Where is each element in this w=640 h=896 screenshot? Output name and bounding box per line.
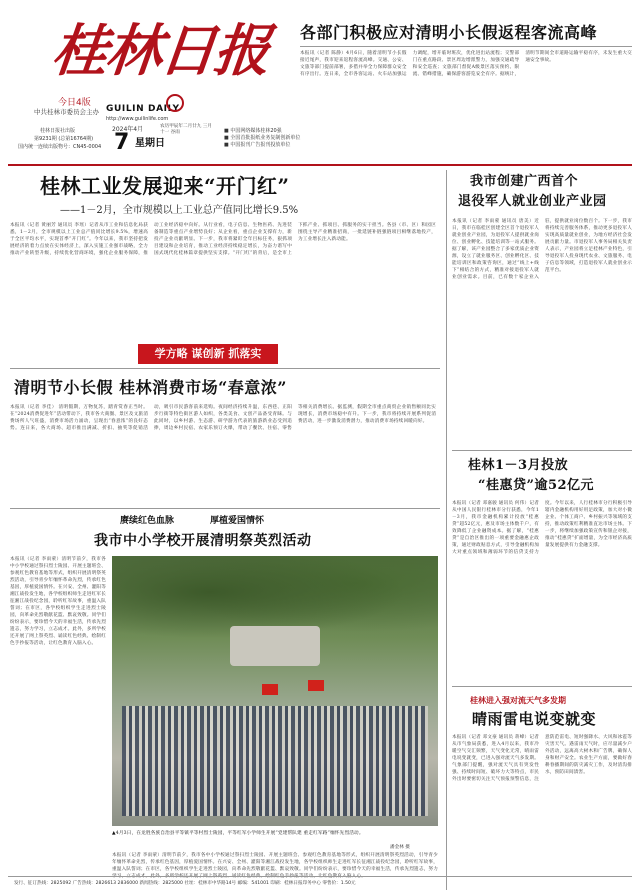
photo-memorial [230,626,320,666]
divider [10,368,440,369]
school-kicker-left: 赓续红色血脉 [120,516,175,526]
divider [446,170,447,890]
publisher-label: 中共桂林市委员会主办 [34,108,99,116]
industry-body: 本报讯（记者 黄丽芳 通讯员 李瑶）记者从市工业和信息化局获悉，1－2月，全市规模以上工业总产值同比增长9.5%，增速高于全区平均水平，实现首季“开门红”。今年以来，我市坚持把发展经济的着力点放在实体经济上，深入实施工业强市战略，全力推动产业转型升级，持续优化营商环境，强化企业服务保障，推动工业经济稳中向好。从行业看，电子信息、生物医药、先进装备制造等重点产业增势良好；从企业看，重点企业支撑有力，新投产企业贡献明显。下一步，我市将紧盯全年目标任务，狠抓项目建设和企业培育，推动工业经济持续稳定增长，为奋力谱写中国式现代化桂林篇章提供坚实支撑。“开门红”的背后，是全市上下抓产业、抓项目、抓服务的实干担当。各县（市、区）和园区围绕主导产业精准招商，一批延链补链强链项目相继落地投产，为工业增长注入新动能。 [10,223,436,256]
school-body-tail [112,852,438,872]
issue-number: 第9231期 (总第16764期) [34,136,94,142]
veterans-body: 本报讯（记者 李雨蒙 通讯员 唐美）近日，我市在临桂区创建全区首个退役军人就业创业产业园，为退役军人提供就业岗位、创业孵化、技能培训等一站式服务。据了解，该产业园整合了多家优质企业资源，设立了就业服务区、创业孵化区、技能培训区和政策咨询区，通过“线上+线下”相结合的方式，精准对接退役军人就业创业需求。目前，已有数十家企业入驻，提供就业岗位数百个。下一步，我市将持续完善服务体系，推动更多退役军人实现高质量就业创业，为地方经济社会发展贡献力量。市退役军人事务局相关负责人表示，产业园将立足桂林产业特色，引导退役军人投身现代农业、文旅服务、电子信息等领域，打造退役军人就业创业示范平台。 [452,219,632,280]
school-headline[interactable]: 我市中小学校开展清明祭英烈活动 [94,533,312,549]
school-body: 本报讯（记者 李雨蒙）清明节前夕，我市各中小学校通过祭扫烈士陵园、开展主题班会、参观红色教育基地等形式，组织开展清明祭英烈活动，引导青少年缅怀革命先烈，传承红色基因，厚植爱国情怀。在兴安、全州、灌阳等湘江战役发生地，各学校组织师生走进红军长征湘江战役纪念园，聆听红军故事，重温入队誓词；在市区，各学校组织学生走进烈士陵园，向革命先烈敬献花篮、默哀致敬。同学们纷纷表示，要珍惜今天的幸福生活，传承先烈遗志，努力学习，立志成才。此外，多所学校还开展了网上祭英烈、诵读红色经典、绘制红色手抄报等活动，让红色教育入脑入心。 [10,557,106,646]
veterans-headline-line2[interactable]: 退役军人就业创业产业园 [458,194,607,209]
masthead-url: http://www.guilinlife.com [106,116,169,122]
cn-code: 国内统一连续出版物号：CN45-0004 [18,144,102,150]
footer-rule [8,876,632,877]
weather-kicker: 桂林进入强对流天气多发期 [470,695,566,705]
loans-headline-line1[interactable]: 桂林1－3月投放 [468,458,569,473]
divider [300,46,632,47]
weather-body: 本报讯（记者 邓文豪 通讯员 蒋峰）记者从市气象局获悉，进入4月以来，我市冷暖空气交汇频繁，天气变化无常，晴雨雷电说变就变，已进入强对流天气多发期。气象部门提醒，强对流天气具有突发性强、持续时间短、破坏力大等特点，市民外出时要密切关注天气预报预警信息，注意防范雷电、短时强降水、大风和冰雹等灾害天气。遇雷雨天气时，应尽量减少户外活动，远离高大树木和广告牌，确保人身和财产安全。农业生产方面，要做好春耕春播期间的防灾减灾工作，及时清沟排水，预防田间渍害。 [452,735,632,782]
veterans-headline-line1[interactable]: 我市创建广西首个 [470,174,579,189]
date-day: 7 [114,130,130,155]
loans-body: 本报讯（记者 邓嘉骏 通讯员 何伟）记者从中国人民银行桂林市分行获悉，今年1－3月，我市金融机构累计投放“桂惠贷”超52亿元，惠及市场主体数千户，有效降低了企业融资成本。据了解，“桂惠贷”是自治区推出的一项重要金融惠企政策，通过财政贴息方式，引导金融机构加大对重点领域和薄弱环节的信贷支持力度。今年以来，人行桂林市分行积极引导辖内金融机构用好用足政策，加大对小微企业、个体工商户、乡村振兴等领域的支持，推动政策红利精准直达市场主体。下一步，将继续加强政策宣传和银企对接，推动“桂惠贷”扩面增量，为全市经济高质量发展提供有力金融支撑。 [452,501,632,555]
publisher-unit: 桂林日报社出版 [40,128,76,134]
weekday: 星期日 [135,138,165,149]
photo-crowd [122,706,428,816]
promo-item: ■ 中国报刊广告报刊投放单位 [224,142,291,149]
date-year-month: 2024年4月 [112,126,144,133]
photo-credit: 潘金林 摄 [390,845,410,850]
seal-emblem [166,94,184,112]
photo-flag-red [308,680,324,691]
photo-flag-red [262,684,278,695]
promo-item: ■ 中国网络媒体桂林20强 [224,128,282,134]
lunar-date: 农历甲辰年二月廿九 三月十一 谷雨 [160,124,212,135]
masthead-rule [8,164,632,166]
industry-headline[interactable]: 桂林工业发展迎来“开门红” [40,174,290,198]
consumption-headline[interactable]: 清明节小长假 桂林消费市场“春意浓” [14,378,287,397]
photo-caption: ▲4月3日，在龙胜各族自治县平等镇平等村烈士陵园，平等红军小学师生开展“党建帮队建 重走红军路”缅怀先烈活动。 [112,831,364,836]
slogan-text: 学方略 谋创新 抓落实 [154,347,262,360]
divider [452,450,632,451]
weather-headline[interactable]: 晴雨雷电说变就变 [472,710,597,728]
today-pages-label: 今日4版 [58,98,91,108]
school-photo [112,556,438,826]
masthead-name-en: GUILIN DAILY [106,104,180,114]
loans-headline-line2[interactable]: “桂惠贷”逾52亿元 [478,478,595,493]
lead-body: 本报讯（记者 陈静）4月6日，随着清明节小长假接近尾声，我市迎来返程客流高峰。交通、公安、文旅等部门提前部署，多措并举全力保障群众安全有序出行。连日来，全市各客运站、火车站加强运力调配，增开临时班次，优化进出站流程；交警部门在重点路段、景区周边增派警力，加强交通疏导和安全巡查；文旅部门督促A级景区落实预约、限流、错峰措施，确保游客游览安全有序。据统计，清明节期间全市道路运输平稳有序，未发生重大交通安全事故。 [300,51,632,77]
promo-item: ■ 全国首批报纸业务复制创新单位 [224,135,301,142]
masthead-logo: 桂林日报 [48,18,272,84]
divider [452,686,632,687]
footer-info: 发行、征订热线：2825092 广告热线：2826613 2836000 新闻热线：2825000 社址：桂林市中华路14号 邮编：541001 印刷：桂林日报印务中心 零售价：1.50元 [14,881,356,886]
lead-headline[interactable]: 各部门积极应对清明小长假返程客流高峰 [300,23,598,42]
divider [10,508,440,509]
school-body-continued: 本报讯（记者 李雨蒙）清明节前夕，我市各中小学校通过祭扫烈士陵园、开展主题班会、参观红色教育基地等形式，组织开展清明祭英烈活动，引导青少年缅怀革命先烈，传承红色基因，厚植爱国情怀。在兴安、全州、灌阳等湘江战役发生地，各学校组织师生走进红军长征湘江战役纪念园，聆听红军故事，重温入队誓词；在市区，各学校组织学生走进烈士陵园，向革命先烈敬献花篮、默哀致敬。同学们纷纷表示，要珍惜今天的幸福生活，传承先烈遗志，努力 [112,853,438,872]
slogan-banner [138,344,278,364]
school-kicker-right: 厚植爱国情怀 [210,516,265,526]
promo-list [224,128,300,150]
consumption-body: 本报讯（记者 李佳） 清明假期，万物复苏，踏青赏春正当时。在“2024消费促进年”活动带动下，我市各大商圈、景区及文旅消费场所人气旺盛，消费市场活力涌动，呈现出“春意浓”的良好态势。连日来，各大商场、超市推出满减、折扣、抽奖等促销活动，吸引市民游客前来选购。夜间经济持续升温，东西巷、正阳步行街等特色街区游人如织，各类美食、文创产品备受青睐。与此同时，以乡村游、生态游、研学游为代表的旅游新业态受到追捧，周边乡村民宿、农家乐预订火爆，带动了餐饮、住宿、零售等相关消费增长。据监测，假期全市重点商贸企业销售额同比实现增长，消费市场稳中有升。下一步，我市将持续开展系列促消费活动，进一步激发消费潜力，推动消费市场持续回暖向好。 [10,405,436,431]
industry-subhead: ——1－2月，全市规模以上工业总产值同比增长9.5% [60,205,299,216]
